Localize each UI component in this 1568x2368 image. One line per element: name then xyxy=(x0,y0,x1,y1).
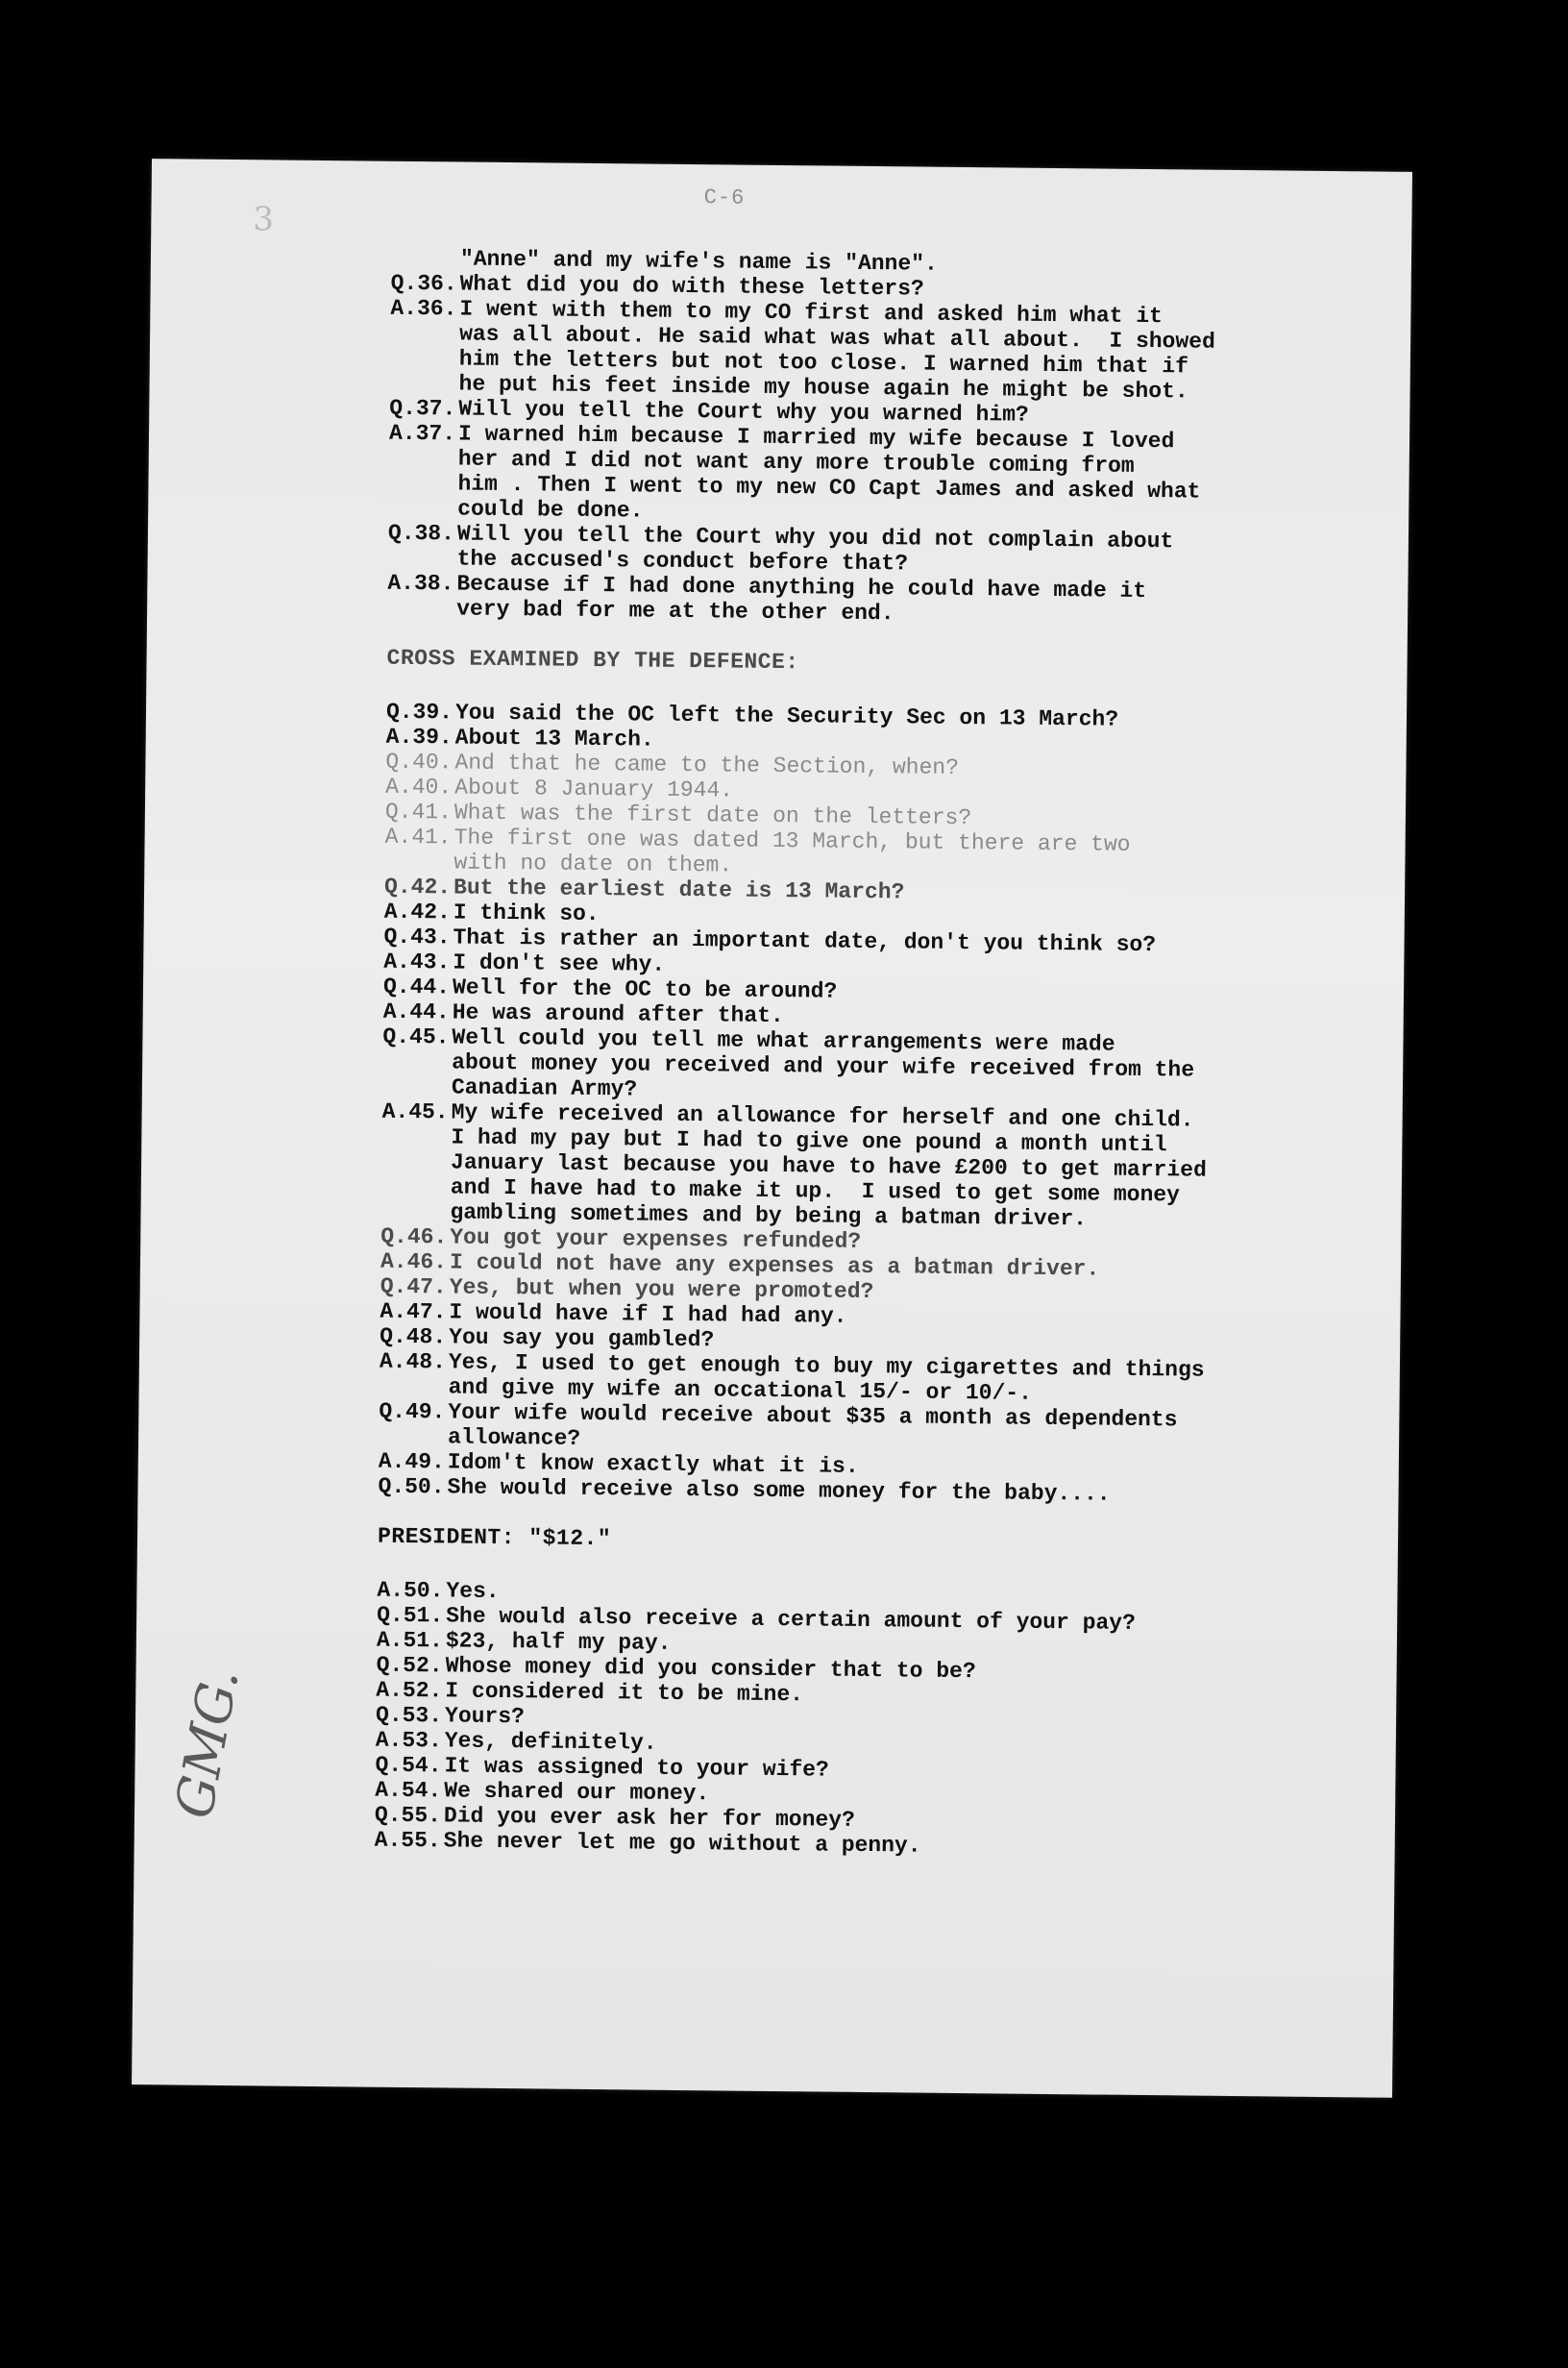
entry-text: Well for the OC to be around? xyxy=(452,974,838,1004)
entry-number: Q.49. xyxy=(379,1398,446,1425)
qa-entry xyxy=(380,1099,1361,1235)
page-number: C-6 xyxy=(703,185,746,210)
entry-number: Q.42. xyxy=(383,874,452,900)
qa-entry xyxy=(388,421,1369,531)
entry-text: Whose money did you consider that to be? xyxy=(445,1653,976,1685)
entry-text: You said the OC left the Security Sec on 13 March? xyxy=(454,700,1119,732)
entry-number: A.43. xyxy=(383,949,451,975)
entry-number: A.41. xyxy=(384,824,452,851)
entry-number: A.44. xyxy=(382,999,450,1025)
entry-text: She would also receive a certain amount of your pay? xyxy=(446,1603,1136,1636)
entry-text: We shared our money. xyxy=(444,1778,710,1807)
entry-number: A.39. xyxy=(385,724,453,751)
entry-text: Well could you tell me what arrangements were made about money you received and your wife received from the Canadian Army? xyxy=(451,1024,1195,1102)
entry-text: Your wife would receive about $35 a month as dependents allowance? xyxy=(447,1399,1178,1451)
entry-text: She would receive also some money for the baby.... xyxy=(447,1474,1111,1507)
entry-text: About 8 January 1944. xyxy=(454,775,734,803)
entry-text: Yes, I used to get enough to buy my cigarettes and things and give my wife an occational 15/- or 10/-. xyxy=(448,1349,1205,1406)
cross-examination-heading: CROSS EXAMINED BY THE DEFENCE: xyxy=(386,645,799,676)
entry-number: A.46. xyxy=(380,1248,448,1275)
entry-number: A.47. xyxy=(380,1298,447,1325)
entry-text: I think so. xyxy=(453,900,600,927)
entry-number: A.49. xyxy=(378,1448,446,1475)
entry-number: Q.43. xyxy=(383,924,451,950)
entry-number: A.54. xyxy=(375,1777,442,1804)
entry-number: A.37. xyxy=(388,420,456,447)
entry-text: Yes, definitely. xyxy=(444,1728,657,1756)
entry-number: Q.50. xyxy=(378,1473,445,1500)
president-remark: PRESIDENT: "$12." xyxy=(377,1523,612,1552)
entry-number: A.36. xyxy=(390,295,457,322)
entry-text: I don't see why. xyxy=(453,950,666,977)
entry-number: A.51. xyxy=(376,1627,444,1654)
entry-number: A.45. xyxy=(381,1098,449,1125)
entry-number: Q.44. xyxy=(382,974,451,1000)
entry-number: A.48. xyxy=(379,1348,447,1375)
entry-text: And that he came to the Section, when? xyxy=(454,750,960,780)
intro-line: "Anne" and my wife's name is "Anne". xyxy=(459,246,938,277)
entry-number: A.38. xyxy=(387,570,454,597)
entry-text: That is rather an important date, don't you think so? xyxy=(453,925,1157,958)
entry-text: $23, half my pay. xyxy=(445,1628,672,1656)
entry-number: A.52. xyxy=(376,1677,443,1704)
entry-number: Q.38. xyxy=(387,520,455,547)
entry-number: Q.53. xyxy=(375,1702,443,1729)
entry-number: Q.52. xyxy=(376,1652,443,1679)
entry-text: It was assigned to your wife? xyxy=(444,1753,829,1783)
entry-text: I went with them to my CO first and asked him what it was all about. He said what was what all about. I showed him the letters but not too close. I warned him that if he put his feet inside my house again he might be shot. xyxy=(458,296,1215,405)
entry-text: My wife received an allowance for herself and one child. I had my pay but I had to give one pound a month until January last because you have to have £200 to get married and I have had to make it up. I used to get some money gambling sometimes and by being a batman driver. xyxy=(450,1099,1207,1232)
entry-number: Q.37. xyxy=(389,395,456,422)
entry-number: A.42. xyxy=(383,899,451,925)
entry-number: Q.39. xyxy=(385,699,453,726)
entry-number: A.53. xyxy=(375,1727,442,1754)
entry-number: Q.54. xyxy=(375,1752,442,1779)
corner-pencil-mark: 3 xyxy=(253,200,275,239)
entry-number: Q.45. xyxy=(382,1024,450,1050)
entry-text: I could not have any expenses as a batman driver. xyxy=(449,1249,1100,1282)
entry-text: Idom't know exactly what it is. xyxy=(447,1449,859,1479)
entry-text: Yes, but when you were promoted? xyxy=(449,1274,874,1305)
transcript-body xyxy=(375,246,1371,1863)
entry-number: A.40. xyxy=(385,774,453,801)
entry-text: Will you tell the Court why you warned him? xyxy=(458,396,1029,428)
entry-text: Yours? xyxy=(444,1703,526,1730)
entry-text: I warned him because I married my wife because I loved her and I did not want any more trouble coming from him . Then I went to my new CO Capt James and asked what could be done. xyxy=(457,421,1201,524)
entry-number: Q.40. xyxy=(385,749,453,776)
entry-number: Q.46. xyxy=(380,1223,448,1250)
entry-number: Q.47. xyxy=(380,1273,447,1300)
qa-entry xyxy=(387,571,1367,631)
entry-text: Because if I had done anything he could have made it very bad for me at the other end. xyxy=(456,571,1147,627)
entry-text: The first one was dated 13 March, but there are two with no date on them. xyxy=(453,825,1131,878)
document-page xyxy=(132,159,1412,2098)
testimony-block-2 xyxy=(378,700,1366,1510)
entry-text: You say you gambled? xyxy=(449,1324,715,1353)
entry-text: Did you ever ask her for money? xyxy=(443,1803,855,1833)
qa-entry xyxy=(382,1024,1363,1110)
entry-text: What did you do with these letters? xyxy=(459,271,924,302)
entry-text: Will you tell the Court why you did not complain about the accused's conduct before that? xyxy=(456,521,1174,577)
entry-number: A.55. xyxy=(374,1827,441,1854)
handwritten-initials: GMG. xyxy=(163,1664,251,1823)
entry-number: Q.48. xyxy=(380,1323,447,1350)
entry-number: Q.41. xyxy=(384,799,453,826)
entry-text: He was around after that. xyxy=(452,999,784,1029)
entry-text: Yes. xyxy=(446,1578,500,1604)
qa-entry xyxy=(389,296,1370,407)
entry-text: What was the first date on the letters? xyxy=(453,800,972,831)
entry-text: About 13 March. xyxy=(454,725,654,752)
entry-number: A.50. xyxy=(377,1577,444,1604)
entry-text: I considered it to be mine. xyxy=(445,1678,804,1708)
entry-text: But the earliest date is 13 March? xyxy=(453,875,905,905)
entry-number: Q.36. xyxy=(390,270,457,297)
entry-text: I would have if I had had any. xyxy=(449,1299,847,1329)
testimony-block-3 xyxy=(375,1578,1358,1863)
entry-number: Q.51. xyxy=(377,1602,444,1629)
entry-number: Q.55. xyxy=(374,1802,442,1829)
entry-text: You got your expenses refunded? xyxy=(450,1224,862,1254)
testimony-block-1 xyxy=(387,271,1371,631)
entry-text: She never let me go without a penny. xyxy=(443,1828,921,1859)
